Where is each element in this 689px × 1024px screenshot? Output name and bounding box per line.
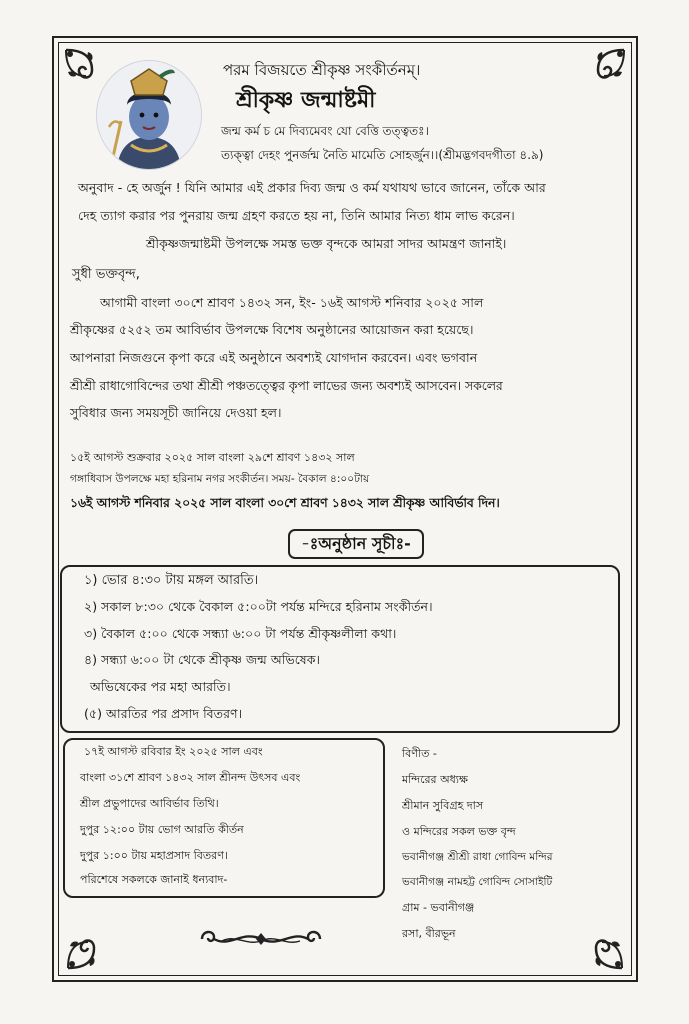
schedule-item: ১) ভোর ৪:৩০ টায় মঙ্গল আরতি। [84,573,259,588]
next-day-line: দুপুর ১:০০ টায় মহাপ্রসাদ বিতরণ। [80,849,228,862]
next-day-line: বাংলা ৩১শে শ্রাবণ ১৪৩২ সাল শ্রীনন্দ উৎসব এবং [80,771,301,784]
signoff-line: ও মন্দিরের সকল ভক্ত বৃন্দ [402,825,516,838]
schedule-item: ৪) সন্ধ্যা ৬:০০ টা থেকে শ্রীকৃষ্ণ জন্ম অভিষেক। [84,652,321,667]
schedule-item: ২) সকাল ৮:৩০ থেকে বৈকাল ৫:০০টা পর্যন্ত মন্দিরে হরিনাম সংকীর্তন। [84,599,433,614]
signoff-line: ভবানীগঞ্জ শ্রীশ্রী রাধা গোবিন্দ মন্দির [402,851,553,863]
body-line-5: সুবিধার জন্য সময়সূচী জানিয়ে দেওয়া হল। [70,405,282,420]
krishna-portrait-icon [96,60,202,170]
next-day-line: শ্রীল প্রভুপাদের আবির্ভাব তিথি। [80,797,219,810]
floral-corner-icon-bottom-right [580,926,626,972]
invocation-line: পরম বিজয়তে শ্রীকৃষ্ণ সংকীর্তনম্। [223,61,421,79]
schedule-item: ৩) বৈকাল ৫:০০ থেকে সন্ধ্যা ৬:০০ টা পর্যন্ত শ্রীকৃষ্ণলীলা কথা। [84,626,397,641]
next-day-line: দুপুর ১২:০০ টায় ভোগ আরতি কীর্তন [80,823,244,836]
invitation-line: শ্রীকৃষ্ণজন্মাষ্টমী উপলক্ষে সমস্ত ভক্ত বৃন্দকে আমরা সাদর আমন্ত্রণ জানাই। [146,236,507,251]
scroll-ornament-icon [196,926,326,952]
schedule-title: -ঃঅনুষ্ঠান সূচীঃ- [288,529,424,559]
signoff-line: মন্দিরের অধ্যক্ষ [402,773,468,786]
signoff-line: রসা, বীরভূন [402,927,456,940]
body-line-4: শ্রীশ্রী রাধাগোবিন্দের তথা শ্রীশ্রী পঞ্চতত্ত্বের কৃপা লাভের জন্য অবশ্যই আসবেন। সকলের [70,379,503,393]
verse-line-1: জন্ম কর্ম চ মে দিব্যমেবং যো বেত্তি তত্ত্বতঃ। [221,124,429,138]
body-line-1: আগামী বাংলা ৩০শে শ্রাবণ ১৪৩২ সন, ইং- ১৬ই আগস্ট শনিবার ২০২৫ সাল [100,295,484,310]
next-day-line: পরিশেষে সকলকে জানাই ধন্যবাদ- [80,873,228,886]
signoff-line: ভবানীগঞ্জ নামহট্ট গোবিন্দ সোসাইটি [402,876,553,888]
floral-corner-icon-bottom-left [64,926,110,972]
body-line-3: আপনারা নিজগুনে কৃপা করে এই অনুষ্ঠানে অবশ্যই যোগদান করবেন। এবং ভগবান [70,350,478,365]
date-line-3: ১৬ই আগস্ট শনিবার ২০২৫ সাল বাংলা ৩০শে শ্রাবণ ১৪৩২ সাল শ্রীকৃষ্ণ আবির্ভাব দিন। [70,496,500,510]
signoff-line: শ্রীমান সুবিগ্রহ দাস [402,799,484,812]
translation-line-2: দেহ ত্যাগ করার পর পুনরায় জন্ম গ্রহণ করতে হয় না, তিনি আমার নিত্য ধাম লাভ করেন। [78,208,515,223]
schedule-item: অভিষেকের পর মহা আরতি। [90,679,231,694]
translation-line-1: অনুবাদ - হে অর্জুন ! যিনি আমার এই প্রকার দিব্য জন্ম ও কর্ম যথাযথ ভাবে জানেন, তাঁকে আর [78,180,546,195]
floral-corner-icon-top-right [582,46,628,92]
next-day-line: ১৭ই আগস্ট রবিবার ইং ২০২৫ সাল এবং [84,745,263,758]
body-line-2: শ্রীকৃষ্ণের ৫২৫২ তম আবির্ভাব উপলক্ষে বিশেষ অনুষ্ঠানের আয়োজন করা হয়েছে। [70,322,474,337]
schedule-item: (৫) আরতির পর প্রসাদ বিতরণ। [84,706,243,721]
floral-corner-icon-top-left [62,46,108,92]
date-line-1: ১৫ই আগস্ট শুক্রবার ২০২৫ সাল বাংলা ২৯শে শ্রাবণ ১৪৩২ সাল [70,451,355,464]
date-line-2: গঙ্গাধিবাস উপলক্ষে মহা হরিনাম নগর সংকীর্তন। সময়- বৈকাল ৪:০০টায় [70,473,370,485]
page-title: শ্রীকৃষ্ণ জন্মাষ্টমী [236,88,376,113]
salutation: সুধী ভক্তবৃন্দ, [72,267,140,282]
verse-line-2: ত্যক্ত্বা দেহং পুনর্জন্ম নৈতি মামেতি সোহর্জুন।।(শ্রীমদ্ভগবদগীতা ৪.৯) [221,148,544,162]
signoff-line: গ্রাম - ভবানীগঞ্জ [402,901,475,914]
signoff-line: বিণীত - [402,747,437,760]
